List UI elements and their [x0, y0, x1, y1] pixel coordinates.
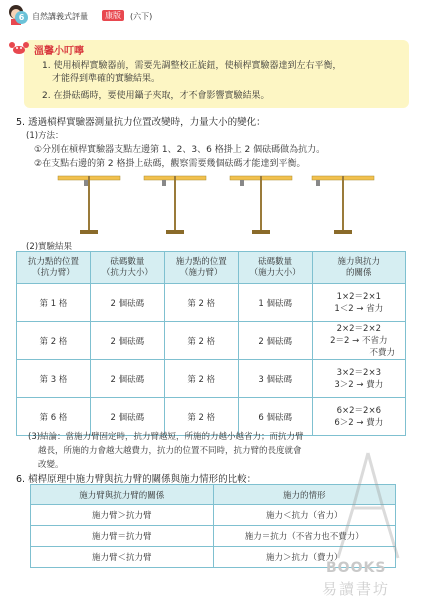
cell-eff-pos: 第 2 格	[164, 284, 238, 322]
cell-res-pos: 第 2 格	[17, 322, 91, 360]
relation-equation: 1×2＝2×1	[336, 291, 381, 302]
header-arm-relation: 施力臂與抗力臂的關係	[31, 485, 214, 505]
lever-apparatus-2	[144, 176, 206, 234]
cell-force-effect: 施力＜抗力（省力）	[213, 505, 396, 526]
relation-equation: 6×2＝2×6	[336, 405, 381, 416]
method-label: (1)方法：	[26, 131, 64, 141]
conclusion-line-2: 越長，所施的力會越大越費力，抗力的位置不同時，抗力臂的長度就會	[38, 446, 302, 456]
cell-relation	[312, 284, 405, 322]
lever-apparatus-illustration	[56, 170, 376, 240]
page-number: 6	[15, 11, 28, 24]
cell-arm-relation: 施力臂＞抗力臂	[31, 505, 214, 526]
relation-equation: 3×2＝2×3	[336, 367, 381, 378]
header-relation: 施力與抗力 的關係	[312, 252, 405, 284]
tip-item-2: 2. 在掛砝碼時，要使用鑷子夾取，才不會影響實驗結果。	[42, 91, 270, 101]
cell-res-pos: 第 1 格	[17, 284, 91, 322]
conclusion-line-1: (3)結論：當施力臂固定時，抗力臂越短，所施的力越小越省力；而抗力臂	[28, 432, 304, 442]
cell-arm-relation: 施力臂＝抗力臂	[31, 526, 214, 547]
conclusion-line-3: 改變。	[38, 460, 64, 470]
tip-title: 溫馨小叮嚀	[34, 46, 84, 57]
cell-eff-w: 6 個砝碼	[238, 398, 312, 436]
result-label: (2)實驗結果	[26, 242, 73, 252]
crab-icon	[8, 41, 30, 55]
relation-result: 3＞2 → 費力	[334, 379, 384, 390]
cell-eff-w: 3 個砝碼	[238, 360, 312, 398]
book-title: 自然講義式評量	[32, 12, 88, 21]
header-resistance-weight: 砝碼數量 （抗力大小）	[90, 252, 164, 284]
table-row	[17, 360, 406, 398]
watermark-text-2: 易讀書坊	[322, 580, 391, 598]
cell-res-w: 2 個砝碼	[90, 284, 164, 322]
relation-result: 1＜2 → 省力	[334, 303, 384, 314]
lever-apparatus-4	[312, 176, 374, 234]
question-5-title: 5. 透過槓桿實驗器測量抗力位置改變時，力量大小的變化：	[16, 117, 266, 128]
cell-relation	[312, 322, 405, 360]
relation-result: 6＞2 → 費力	[334, 417, 384, 428]
cell-arm-relation: 施力臂＜抗力臂	[31, 547, 214, 568]
relation-result-extra: 不費力	[369, 347, 395, 358]
cell-res-pos: 第 6 格	[17, 398, 91, 436]
cell-eff-w: 2 個砝碼	[238, 322, 312, 360]
cell-force-effect: 施力＝抗力（不省力也不費力）	[213, 526, 396, 547]
cell-res-w: 2 個砝碼	[90, 322, 164, 360]
lever-apparatus-1	[58, 176, 120, 234]
cell-relation	[312, 360, 405, 398]
cell-res-w: 2 個砝碼	[90, 360, 164, 398]
cell-eff-pos: 第 2 格	[164, 360, 238, 398]
cell-res-w: 2 個砝碼	[90, 398, 164, 436]
question-6-title: 6. 槓桿原理中施力臂與抗力臂的關係與施力情形的比較：	[16, 474, 257, 485]
header-force-effect: 施力的情形	[213, 485, 396, 505]
tip-item-1-line-1: 1. 使用槓桿實驗器前，需要先調整校正旋鈕，使槓桿實驗器達到左右平衡，	[42, 61, 342, 71]
lever-apparatus-3	[230, 176, 292, 234]
header-effort-weight: 砝碼數量 （施力大小）	[238, 252, 312, 284]
cell-eff-pos: 第 2 格	[164, 322, 238, 360]
method-step-1: ①分別在槓桿實驗器支點左邊第 1、2、3、6 格掛上 2 個砝碼做為抗力。	[34, 145, 326, 155]
table-header-row	[17, 252, 406, 284]
tip-item-1-line-2: 才能得到準確的實驗結果。	[52, 74, 161, 84]
cell-force-effect: 施力＞抗力（費力）	[213, 547, 396, 568]
table-row	[17, 322, 406, 360]
method-step-2: ②在支點右邊的第 2 格掛上砝碼，觀察需要幾個砝碼才能達到平衡。	[34, 159, 306, 169]
cell-eff-pos: 第 2 格	[164, 398, 238, 436]
cell-eff-w: 1 個砝碼	[238, 284, 312, 322]
table-row	[17, 284, 406, 322]
header-resistance-position: 抗力點的位置 （抗力臂）	[17, 252, 91, 284]
watermark-text-1: BOOKS	[326, 560, 387, 576]
cell-res-pos: 第 3 格	[17, 360, 91, 398]
experiment-results-table	[16, 251, 406, 436]
publisher-badge: 康版	[102, 10, 124, 21]
grade-label: (六下)	[130, 12, 153, 21]
relation-result: 2＝2 → 不省力	[330, 335, 388, 346]
page-header	[0, 0, 421, 30]
header-effort-position: 施力點的位置 （施力臂）	[164, 252, 238, 284]
relation-equation: 2×2＝2×2	[336, 323, 381, 334]
cell-relation	[312, 398, 405, 436]
